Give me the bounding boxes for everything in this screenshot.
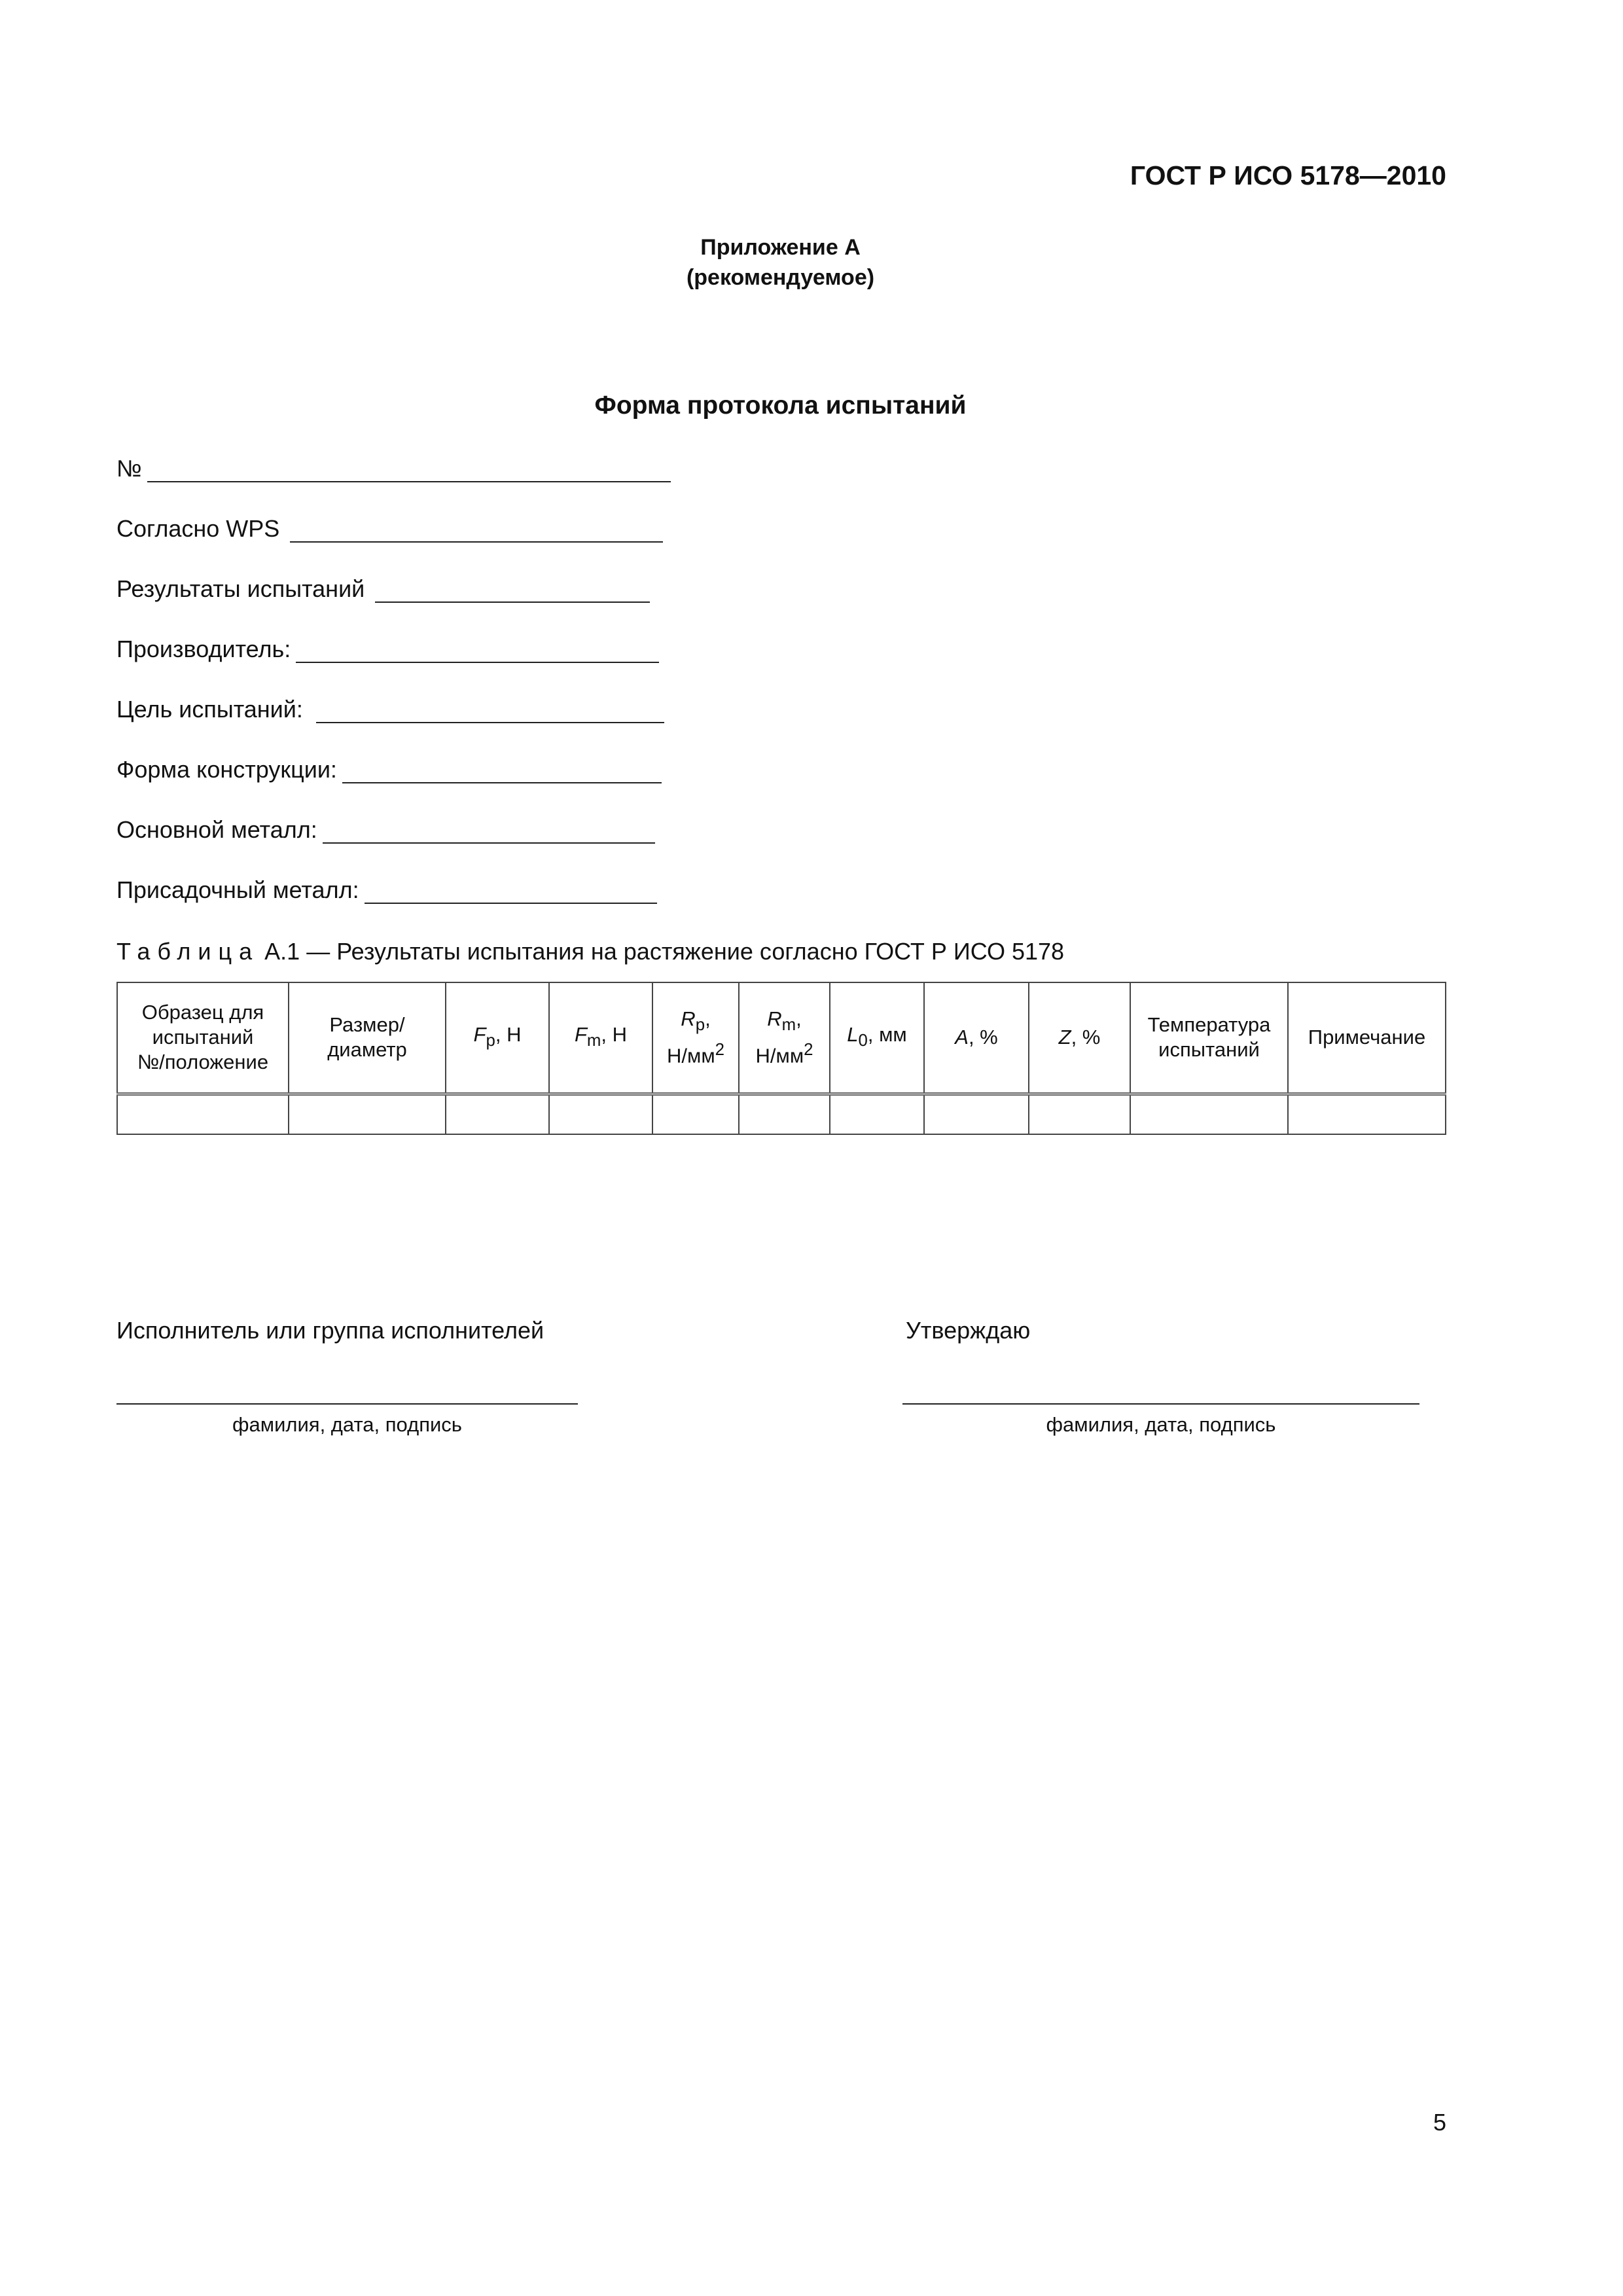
header-rp-sub: p (695, 1016, 705, 1035)
table-cell[interactable] (924, 1094, 1029, 1134)
field-construction-label: Форма конструкции: (116, 756, 337, 783)
field-base-metal-label: Основной металл: (116, 816, 317, 843)
header-specimen-line-3: №/положение (137, 1050, 269, 1074)
executor-signature-hint: фамилия, дата, подпись (232, 1413, 462, 1436)
header-fp-unit: , Н (495, 1022, 522, 1046)
header-rm-pow: 2 (804, 1041, 813, 1060)
field-results (116, 575, 650, 603)
header-rp-symbol: R (681, 1007, 696, 1030)
table-cell[interactable] (1130, 1094, 1288, 1134)
header-temperature (1130, 982, 1288, 1094)
approve-signature-line[interactable] (902, 1403, 1419, 1405)
header-fm-unit: , Н (601, 1022, 628, 1046)
header-z-symbol: Z (1058, 1026, 1071, 1049)
field-number-label: № (116, 455, 142, 482)
approve-label: Утверждаю (906, 1317, 1031, 1344)
header-temperature-line-2: испытаний (1158, 1038, 1260, 1062)
document-code: ГОСТ Р ИСО 5178—2010 (1130, 160, 1446, 190)
field-base-metal (116, 816, 655, 844)
table-cell[interactable] (652, 1094, 739, 1134)
header-rp-unit: Н/мм (667, 1044, 715, 1067)
table-caption (116, 938, 1064, 965)
field-purpose-label: Цель испытаний: (116, 696, 303, 723)
header-a-unit: , % (968, 1026, 998, 1049)
header-fm-symbol: F (574, 1022, 587, 1046)
table-caption-text: А.1 — Результаты испытания на растяжение согласно ГОСТ Р ИСО 5178 (264, 938, 1065, 965)
table-cell[interactable] (117, 1094, 289, 1134)
form-title: Форма протокола испытаний (594, 391, 967, 420)
header-rm-comma: , (796, 1007, 802, 1030)
field-filler-metal-label: Присадочный металл: (116, 876, 359, 903)
executor-signature-line[interactable] (116, 1403, 578, 1405)
table-cell[interactable] (1288, 1094, 1446, 1134)
table-cell[interactable] (289, 1094, 446, 1134)
header-rm (739, 982, 830, 1094)
header-size-line-2: диаметр (327, 1038, 407, 1062)
field-wps (116, 515, 663, 543)
appendix-title: Приложение А (700, 235, 861, 260)
table-cell[interactable] (739, 1094, 830, 1134)
header-specimen-line-2: испытаний (152, 1026, 254, 1049)
header-fp-symbol: F (473, 1022, 486, 1046)
header-z-unit: , % (1071, 1026, 1101, 1049)
header-l0 (830, 982, 924, 1094)
page-number: 5 (1433, 2109, 1446, 2136)
field-construction (116, 756, 662, 783)
field-number-line[interactable] (147, 459, 671, 482)
field-filler-metal (116, 876, 657, 904)
header-specimen (117, 982, 289, 1094)
field-purpose-line[interactable] (316, 700, 664, 723)
results-table (116, 982, 1446, 1135)
table-cell[interactable] (1029, 1094, 1130, 1134)
header-a-symbol: A (955, 1026, 969, 1049)
header-fm-sub: m (586, 1031, 601, 1050)
field-results-line[interactable] (375, 579, 650, 603)
field-purpose (116, 696, 664, 723)
header-rp-pow: 2 (715, 1041, 724, 1060)
field-filler-metal-line[interactable] (365, 880, 657, 904)
header-rm-sub: m (781, 1016, 796, 1035)
header-specimen-line-1: Образец для (141, 1001, 264, 1024)
header-rp-comma: , (705, 1007, 711, 1030)
header-note (1288, 982, 1446, 1094)
appendix-subtitle: (рекомендуемое) (686, 265, 875, 290)
field-manufacturer (116, 636, 659, 663)
header-z (1029, 982, 1130, 1094)
field-wps-label: Согласно WPS (116, 515, 280, 542)
table-caption-prefix: Таблица (116, 938, 260, 965)
header-size (289, 982, 446, 1094)
table-cell[interactable] (446, 1094, 549, 1134)
header-note-label: Примечание (1308, 1026, 1426, 1049)
header-rm-symbol: R (767, 1007, 782, 1030)
field-base-metal-line[interactable] (323, 820, 655, 844)
header-l0-unit: , мм (867, 1022, 907, 1046)
field-construction-line[interactable] (342, 760, 662, 783)
header-rp (652, 982, 739, 1094)
field-wps-line[interactable] (290, 519, 663, 543)
field-results-label: Результаты испытаний (116, 575, 365, 602)
table-cell[interactable] (830, 1094, 924, 1134)
header-size-line-1: Размер/ (329, 1013, 405, 1037)
field-manufacturer-line[interactable] (296, 639, 659, 663)
header-fm (549, 982, 652, 1094)
field-manufacturer-label: Производитель: (116, 636, 291, 662)
header-temperature-line-1: Температура (1147, 1013, 1271, 1037)
appendix-heading (0, 232, 1561, 293)
header-a (924, 982, 1029, 1094)
table-cell[interactable] (549, 1094, 652, 1134)
table-row (117, 1094, 1446, 1134)
executor-label: Исполнитель или группа исполнителей (116, 1317, 544, 1344)
header-fp-sub: p (486, 1031, 495, 1050)
header-rm-unit: Н/мм (755, 1044, 804, 1067)
header-fp (446, 982, 549, 1094)
table-header-row (117, 982, 1446, 1094)
approve-signature-hint: фамилия, дата, подпись (1046, 1413, 1276, 1436)
header-l0-symbol: L (847, 1022, 859, 1046)
field-number (116, 455, 671, 482)
header-l0-sub: 0 (858, 1031, 868, 1050)
